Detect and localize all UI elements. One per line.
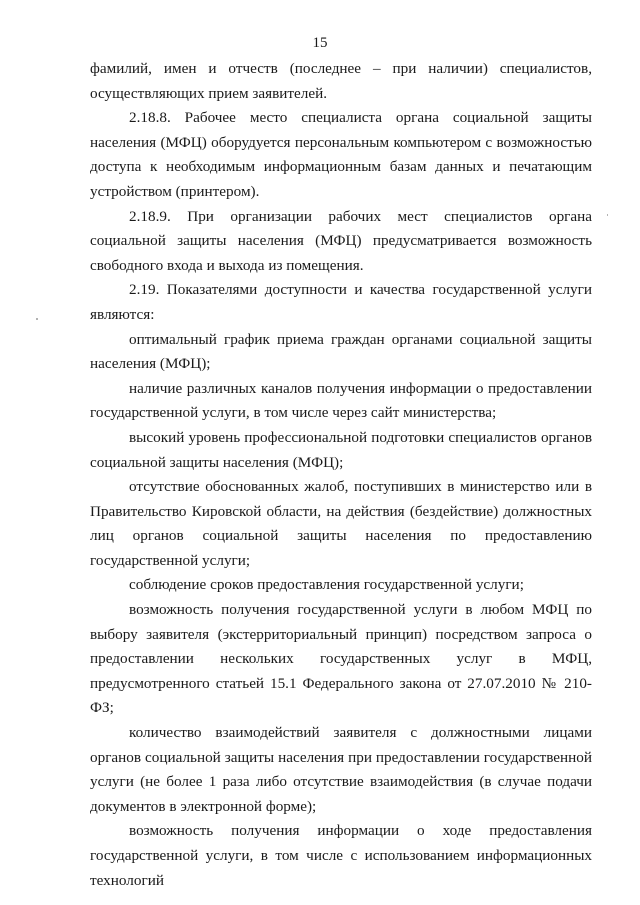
paragraph-2-18-9: 2.18.9. При организации рабочих мест специалистов органа социальной защиты населения (МФЦ) предусматривается возможность свободного входа и выхода из помещения. [90, 207, 592, 274]
paragraph-2-18-8: 2.18.8. Рабочее место специалиста органа социальной защиты населения (МФЦ) оборудуется персональным компьютером с возможностью доступа к необходимым информационным базам данных и печатающим устройством (принтером). [90, 109, 592, 200]
scan-speck [607, 214, 608, 216]
list-item-progress-info: возможность получения информации о ходе предоставления государственной услуги, в том числе с использованием информационных технологий [90, 822, 592, 889]
list-item-schedule: оптимальный график приема граждан органами социальной защиты населения (МФЦ); [90, 330, 592, 373]
scan-speck [36, 318, 38, 320]
list-item-extraterritorial: возможность получения государственной услуги в любом МФЦ по выбору заявителя (экстерриториальный принцип) посредством запроса о предоставлении нескольких государственных услуг в МФЦ, предусмотренного статьей 15.1 Федерального закона от 27.07.2010 № 210-ФЗ; [90, 601, 592, 717]
page-number: 15 [312, 35, 328, 51]
list-item-complaints: отсутствие обоснованных жалоб, поступивших в министерство или в Правительство Кировской области, на действия (бездействие) должностных лиц органов социальной защиты населения по предоставлению государственной услуги; [90, 478, 592, 569]
list-item-deadlines: соблюдение сроков предоставления государственной услуги; [129, 576, 524, 594]
paragraph-continuation: фамилий, имен и отчеств (последнее – при наличии) специалистов, осуществляющих прием заявителей. [90, 60, 592, 102]
paragraph-2-19: 2.19. Показателями доступности и качества государственной услуги являются: [90, 281, 592, 323]
list-item-info-channels: наличие различных каналов получения информации о предоставлении государственной услуги, в том числе через сайт министерства; [90, 379, 592, 422]
document-body [90, 57, 592, 893]
list-item-interactions: количество взаимодействий заявителя с должностными лицами органов социальной защиты населения при предоставлении государственной услуги (не более 1 раза либо отсутствие взаимодействия (в случае подачи документов в электронной форме); [90, 724, 592, 815]
list-item-training: высокий уровень профессиональной подготовки специалистов органов социальной защиты населения (МФЦ); [90, 428, 592, 471]
